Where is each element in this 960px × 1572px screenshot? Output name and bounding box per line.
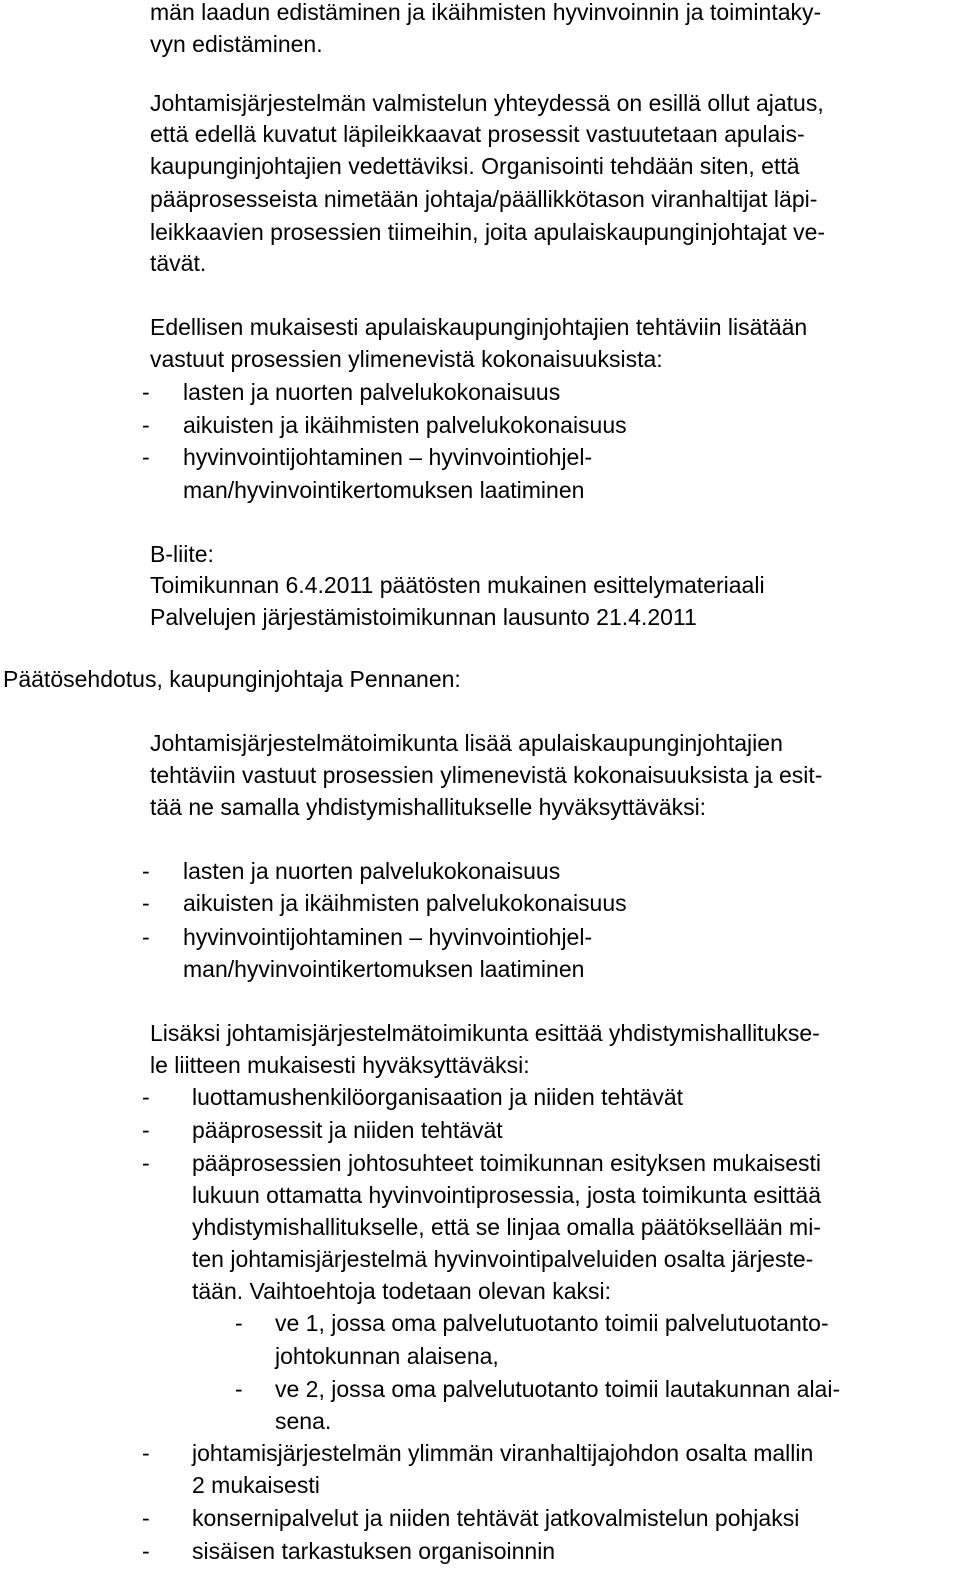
proposal-line-3: tää ne samalla yhdistymishallitukselle hyväksyttäväksi: [150,794,707,820]
list-item-continuation: man/hyvinvointikertomuksen laatiminen [183,956,585,982]
list-item: hyvinvointijohtaminen – hyvinvointiohjel- [183,924,593,950]
attachment-item: Toimikunnan 6.4.2011 päätösten mukainen esittelymateriaali [150,572,765,598]
proposal-line-1: Johtamisjärjestelmätoimikunta lisää apulaiskaupunginjohtajien [150,730,783,756]
list-item-continuation: lukuun ottamatta hyvinvointiprosessia, josta toimikunta esittää [192,1182,821,1208]
sublist-item: ve 1, jossa oma palvelutuotanto toimii palvelutuotanto- [275,1310,829,1336]
sublist-item-continuation: johtokunnan alaisena, [275,1343,499,1369]
para-edellisen-line-2: vastuut prosessien ylimenevistä kokonaisuuksista: [150,346,663,372]
list-item-continuation: tään. Vaihtoehtoja todetaan olevan kaksi: [192,1278,611,1304]
lisaksi-line-2: le liitteen mukaisesti hyväksyttäväksi: [150,1052,530,1078]
list-item: luottamushenkilöorganisaation ja niiden tehtävät [192,1084,683,1110]
lisaksi-line-1: Lisäksi johtamisjärjestelmätoimikunta esittää yhdistymishallitukse- [150,1020,820,1046]
list-item: hyvinvointijohtaminen – hyvinvointiohjel- [183,444,593,470]
sublist-dash: - [235,1310,243,1336]
list-dash: - [142,379,150,405]
list-item-continuation: ten johtamisjärjestelmä hyvinvointipalveluiden osalta järjeste- [192,1246,814,1272]
list-item: sisäisen tarkastuksen organisoinnin [192,1538,556,1564]
para-johtamis-line-3: kaupunginjohtajien vedettäviksi. Organisointi tehdään siten, että [150,153,800,179]
para-johtamis-line-2: että edellä kuvatut läpileikkaavat prosessit vastuutetaan apulais- [150,121,805,147]
list-dash: - [142,890,150,916]
para-edellisen-line-1: Edellisen mukaisesti apulaiskaupunginjohtajien tehtäviin lisätään [150,314,808,340]
sublist-dash: - [235,1376,243,1402]
list-dash: - [142,444,150,470]
list-dash: - [142,858,150,884]
list-item: konsernipalvelut ja niiden tehtävät jatkovalmistelun pohjaksi [192,1505,800,1531]
list-item: lasten ja nuorten palvelukokonaisuus [183,858,561,884]
attachments-label: B-liite: [150,541,214,567]
list-dash: - [142,924,150,950]
proposal-line-2: tehtäviin vastuut prosessien ylimenevistä kokonaisuuksista ja esit- [150,762,823,788]
para-johtamis-line-1: Johtamisjärjestelmän valmistelun yhteydessä on esillä ollut ajatus, [150,90,824,116]
intro-line-2: vyn edistäminen. [150,31,323,57]
list-dash: - [142,1084,150,1110]
intro-line-1: män laadun edistäminen ja ikäihmisten hyvinvoinnin ja toimintaky- [150,0,822,25]
list-dash: - [142,412,150,438]
list-dash: - [142,1505,150,1531]
list-dash: - [142,1538,150,1564]
para-johtamis-line-6: tävät. [150,250,207,276]
list-item: pääprosessit ja niiden tehtävät [192,1117,503,1143]
list-item: aikuisten ja ikäihmisten palvelukokonaisuus [183,412,627,438]
list-dash: - [142,1150,150,1176]
list-item-continuation: 2 mukaisesti [192,1472,320,1498]
list-dash: - [142,1440,150,1466]
list-item-continuation: yhdistymishallitukselle, että se linjaa omalla päätöksellään mi- [192,1214,821,1240]
proposal-heading: Päätösehdotus, kaupunginjohtaja Pennanen: [3,666,461,692]
para-johtamis-line-5: leikkaavien prosessien tiimeihin, joita apulaiskaupunginjohtajat ve- [150,219,826,245]
list-item: aikuisten ja ikäihmisten palvelukokonaisuus [183,890,627,916]
attachment-item: Palvelujen järjestämistoimikunnan lausunto 21.4.2011 [150,604,697,630]
list-item-continuation: man/hyvinvointikertomuksen laatiminen [183,477,585,503]
sublist-item: ve 2, jossa oma palvelutuotanto toimii lautakunnan alai- [275,1376,841,1402]
para-johtamis-line-4: pääprosesseista nimetään johtaja/päällikkötason viranhaltijat läpi- [150,186,818,212]
sublist-item-continuation: sena. [275,1408,332,1434]
list-item: pääprosessien johtosuhteet toimikunnan esityksen mukaisesti [192,1150,822,1176]
list-item: johtamisjärjestelmän ylimmän viranhaltijajohdon osalta mallin [192,1440,814,1466]
list-dash: - [142,1117,150,1143]
list-item: lasten ja nuorten palvelukokonaisuus [183,379,561,405]
